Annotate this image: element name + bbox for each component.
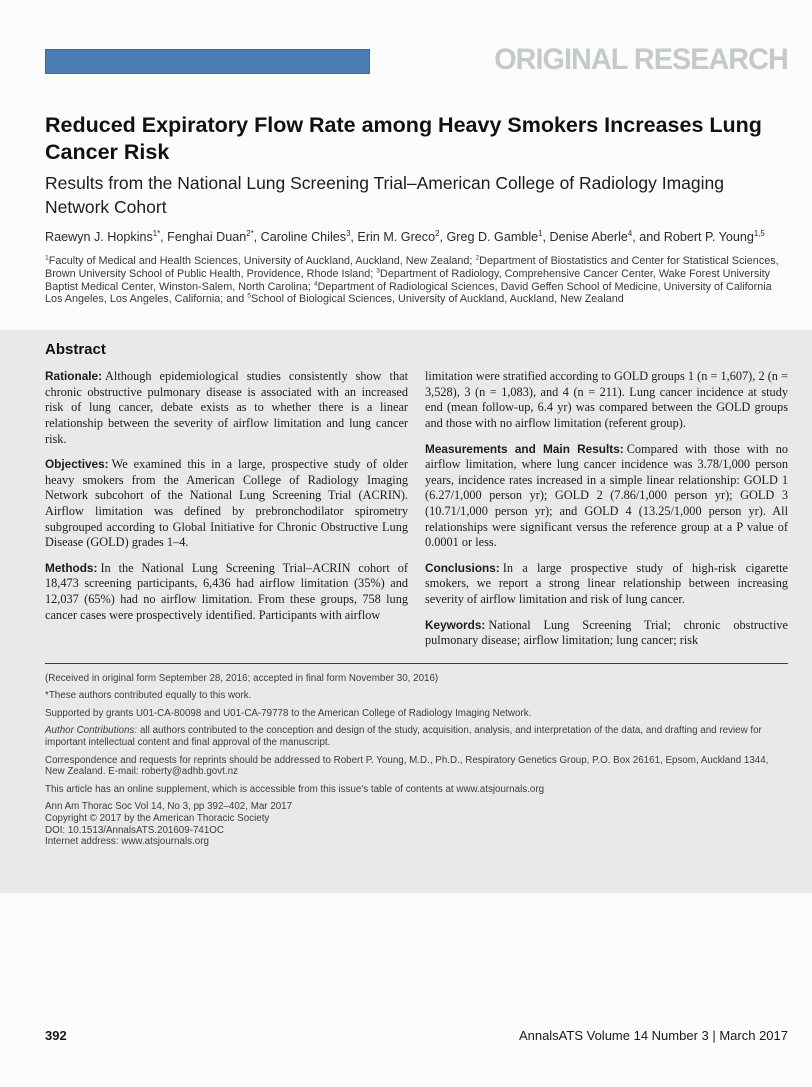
abstract-right-column	[425, 369, 788, 649]
author-name: Raewyn J. Hopkins	[45, 230, 153, 244]
author	[632, 230, 764, 244]
author-name: , Erin M. Greco	[350, 230, 436, 244]
author	[350, 230, 439, 244]
footnote-divider-rule	[45, 663, 788, 664]
author-name: , and Robert P. Young	[632, 230, 754, 244]
author-sup: 1	[538, 228, 543, 238]
author-name: , Denise Aberle	[542, 230, 628, 244]
abstract-section	[0, 330, 812, 893]
footnote-contrib-text: all authors contributed to the conception and design of the study, acquisition, analysis, and interpretation of the data, and drafting and review for important intellectual content and final approval of the manuscript.	[45, 725, 762, 749]
abstract-paragraph-objectives	[45, 457, 408, 551]
abstract-text: In the National Lung Screening Trial–ACRIN cohort of 18,473 screening participants, 6,436 had airflow limitation (35%) and 12,037 (65%) had no airflow limitation. From these groups, 758 lung cancer cases were prospectively identified. Participants with airflow	[45, 560, 408, 622]
abstract-label: Keywords:	[425, 617, 486, 632]
abstract-columns	[45, 369, 788, 649]
affiliation-text: Faculty of Medical and Health Sciences, University of Auckland, Auckland, New Zealand;	[48, 255, 476, 267]
footnote-equal-contribution: *These authors contributed equally to this work.	[45, 690, 252, 702]
affiliation-text: Department of Radiology, Comprehensive Cancer Center, Wake Forest University Baptist Medical Center, Winston-Salem, North Carolina;	[45, 267, 771, 293]
abstract-label: Conclusions:	[425, 560, 500, 575]
abstract-text: limitation were stratified according to GOLD groups 1 (n = 1,607), 2 (n = 3,528), 3 (n = 1,083), and 4 (n = 211). Lung cancer incidence at study end (mean follow-up, 6.4 yr) was compared between the GOLD groups and those with no airflow limitation (referent group).	[425, 369, 788, 430]
footnote-copyright: Copyright © 2017 by the American Thoracic Society	[45, 813, 270, 825]
footnote-contrib-lead: Author Contributions:	[45, 725, 138, 737]
title-block	[0, 75, 812, 306]
header-banner	[0, 0, 812, 75]
affiliation-sup: 5	[247, 292, 252, 300]
abstract-label: Methods:	[45, 560, 98, 575]
author-sup: 2	[435, 228, 440, 238]
author	[45, 230, 160, 244]
abstract-paragraph-results	[425, 442, 788, 551]
banner-blue-bar	[45, 49, 370, 74]
article-subtitle: Results from the National Lung Screening Trial–American College of Radiology Imaging Network Cohort	[45, 173, 724, 217]
article-title: Reduced Expiratory Flow Rate among Heavy Smokers Increases Lung Cancer Risk	[45, 113, 762, 164]
footnote-supported: Supported by grants U01-CA-80098 and U01-CA-79778 to the American College of Radiology Imaging Network.	[45, 707, 532, 719]
footnote-correspondence: Correspondence and requests for reprints should be addressed to Robert P. Young, M.D., Ph.D., Respiratory Genetics Group, P.O. Box 26161, Epsom, Auckland 1344, New Zealand. E-mail: roberty@adhb.govt.nz	[45, 754, 769, 778]
author	[254, 230, 351, 244]
author-sup: 3	[346, 228, 351, 238]
abstract-paragraph-rationale	[45, 369, 408, 447]
footnote-supplement: This article has an online supplement, which is accessible from this issue's table of contents at www.atsjournals.org	[45, 783, 545, 795]
abstract-left-column	[45, 369, 408, 649]
abstract-label: Objectives:	[45, 457, 109, 472]
author-name: , Fenghai Duan	[160, 230, 247, 244]
affiliation-sup: 1	[45, 254, 49, 262]
journal-info: AnnalsATS Volume 14 Number 3 | March 2017	[518, 1028, 788, 1043]
footnote-doi: DOI: 10.1513/AnnalsATS.201609-741OC	[45, 824, 224, 836]
affiliation-text: School of Biological Sciences, University of Auckland, Auckland, New Zealand	[251, 293, 624, 306]
author-sup: 1,5	[753, 228, 765, 238]
abstract-text: Compared with those with no airflow limitation, where lung cancer incidence was 3.78/1,000 person years, incidence rates increased in a simple linear relationship: GOLD 1 (6.27/1,000 person yr); GOLD 2 (7.86/1,000 person yr); GOLD 3 (10.71/1,000 person yr); and GOLD 4 (13.25/1,000 person yr). All relationships were significant versus the reference group at a P value of 0.0001 or less.	[425, 441, 788, 550]
affiliation-text: Department of Radiological Sciences, David Geffen School of Medicine, University of California Los Angeles, Los Angeles, California; and	[45, 280, 772, 306]
author-name: , Caroline Chiles	[253, 230, 347, 244]
abstract-label: Rationale:	[45, 369, 103, 384]
abstract-paragraph-methods	[45, 561, 408, 623]
banner-label: ORIGINAL RESEARCH	[494, 43, 788, 76]
abstract-text: We examined this in a large, prospective study of older heavy smokers from the American College of Radiology Imaging Network subcohort of the National Lung Screening Trial (ACRIN). Airflow limitation was defined by prebronchodilator spirometry subgrouped according to Global Initiative for Chronic Obstructive Lung Disease (GOLD) grades 1–4.	[45, 457, 408, 550]
abstract-label: Measurements and Main Results:	[425, 441, 624, 456]
abstract-text: National Lung Screening Trial; chronic obstructive pulmonary disease; airflow limitation; lung cancer; risk	[425, 617, 788, 648]
footnote-citation: Ann Am Thorac Soc Vol 14, No 3, pp 392–402, Mar 2017	[45, 801, 293, 813]
affiliation-sup: 3	[376, 267, 381, 275]
page-number: 392	[45, 1028, 67, 1043]
author	[542, 230, 632, 244]
author-sup: 2*	[246, 228, 254, 238]
affiliation-sup: 4	[313, 280, 318, 287]
abstract-paragraph-conclusions	[425, 561, 788, 608]
author	[439, 230, 542, 244]
abstract-heading: Abstract	[45, 341, 106, 359]
affiliation-text: Department of Biostatistics and Center for Statistical Sciences, Brown University School of Public Health, Providence, Rhode Island;	[45, 255, 779, 280]
affiliation-list	[45, 255, 788, 306]
page-footer	[45, 1028, 788, 1043]
affiliation-sup: 2	[475, 254, 480, 262]
abstract-paragraph-keywords	[425, 618, 788, 649]
abstract-text: In a large prospective study of high-risk cigarette smokers, we report a strong linear relationship between increasing severity of airflow limitation and risk of lung cancer.	[425, 560, 788, 606]
footnote-received: (Received in original form September 28, 2016; accepted in final form November 30, 2016)	[45, 672, 439, 684]
affiliation	[45, 255, 475, 267]
footnote-author-contributions	[45, 725, 788, 748]
author-list	[45, 229, 788, 245]
author-name: , Greg D. Gamble	[439, 230, 539, 244]
author-sup: 1*	[152, 228, 161, 238]
footnotes-block	[45, 673, 788, 848]
affiliation	[247, 293, 623, 305]
author	[160, 230, 254, 244]
abstract-text: Although epidemiological studies consistently show that chronic obstructive pulmonary disease is associated with an increased risk of lung cancer, debate exists as to whether there is a linear relationship between the severity of airflow limitation and lung cancer risk.	[45, 369, 408, 446]
footnote-internet-address: Internet address: www.atsjournals.org	[45, 836, 209, 848]
abstract-paragraph-continuation	[425, 369, 788, 431]
author-sup: 4	[627, 228, 633, 238]
